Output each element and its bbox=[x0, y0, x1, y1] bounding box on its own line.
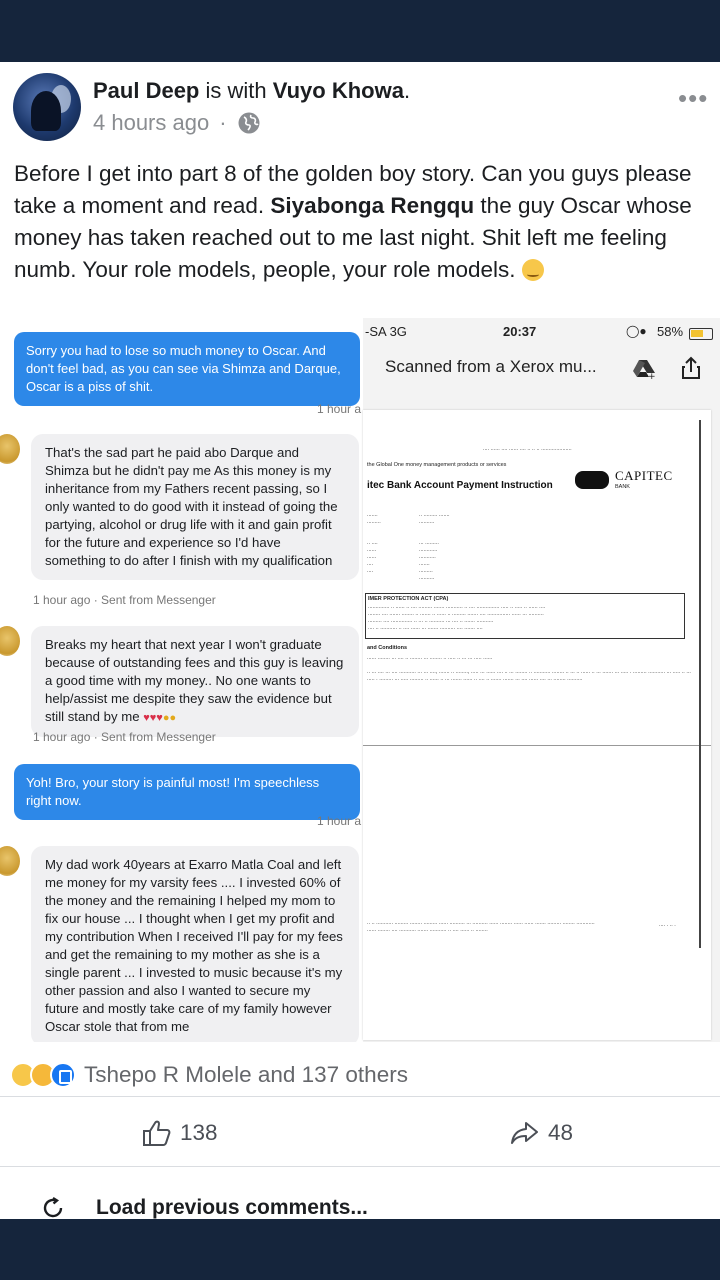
tagged-name[interactable]: Vuyo Khowa bbox=[272, 78, 404, 103]
cpa-box bbox=[365, 593, 685, 639]
svg-text:+: + bbox=[648, 372, 656, 380]
globe-icon bbox=[237, 111, 261, 135]
capitec-logo bbox=[575, 468, 673, 491]
cpa-body: .............. .. ...... .. .... ......... ....... ........... .. .... ............... ..... .. ..... .. ...... .... ........ .... ....... ........ .. ....... .. ...... .. ......... ....... .... ............... ...... ... .......... ......... .... .............. .. ... .. .......... ... .... .. ....... ........... .... .. ........... .. .... ...... ... ....... .......... .... ....... .... bbox=[368, 604, 546, 631]
share-button[interactable] bbox=[510, 1115, 573, 1151]
refresh-icon bbox=[40, 1195, 66, 1221]
doc-title: itec Bank Account Payment Instruction bbox=[367, 480, 553, 491]
doc-footer-text: .. .. ........... ......... ........ ......... ...... .......... ... .......... ...... ........ ...... ...... ....... ......... ........ ............ ...... ........ .... ........... ....... ........... .. .... ...... .. ........ bbox=[367, 920, 595, 933]
with-text: is with bbox=[205, 78, 267, 103]
doc-header-text: .... ...... .... ...... .... .. .. .. .................... bbox=[483, 446, 572, 452]
drive-add-icon[interactable] bbox=[631, 358, 657, 380]
phone-battery: 58% bbox=[657, 324, 684, 339]
phone-status-bar bbox=[363, 322, 720, 344]
doc-field-values-2: ... ......... ............ ........... ....... ......... .......... bbox=[419, 540, 439, 581]
separator-dot: · bbox=[219, 110, 227, 135]
scanned-document-page bbox=[363, 410, 711, 1040]
message-out: Yoh! Bro, your story is painful most! I'm speechless right now. bbox=[14, 764, 360, 820]
author-name[interactable]: Paul Deep bbox=[93, 78, 200, 103]
document-title: Scanned from a Xerox mu... bbox=[385, 357, 597, 376]
message-meta: 1 hour a bbox=[317, 402, 362, 416]
load-comments-label: Load previous comments... bbox=[96, 1196, 368, 1219]
cpa-title: IMER PROTECTION ACT (CPA) bbox=[368, 596, 449, 602]
like-reaction-icon bbox=[50, 1062, 76, 1088]
post-author-line: Paul Deep is with Vuyo Khowa. bbox=[93, 78, 411, 103]
like-count: 138 bbox=[180, 1120, 218, 1145]
message-meta: 1 hour ago · Sent from Messenger bbox=[33, 730, 216, 744]
doc-edge bbox=[699, 420, 701, 948]
message-meta: 1 hour a bbox=[317, 814, 362, 828]
author-avatar[interactable] bbox=[13, 73, 81, 141]
doc-field-block-2: .. .... ...... ...... .... .... bbox=[367, 540, 378, 574]
capitec-word: CAPITEC bbox=[615, 468, 673, 483]
message-in bbox=[31, 626, 359, 737]
reactions-summary[interactable] bbox=[10, 1058, 408, 1092]
post-text bbox=[14, 158, 714, 286]
battery-icon bbox=[689, 328, 713, 340]
alarm-icon: ◯● bbox=[626, 324, 647, 338]
phone-carrier: -SA 3G bbox=[365, 324, 407, 339]
post-text-part1: Before I get into part 8 of the golden boy story. Can you guys please take a moment and read. bbox=[14, 161, 692, 218]
share-icon[interactable] bbox=[681, 356, 701, 380]
post-time[interactable]: 4 hours ago bbox=[93, 110, 210, 135]
post-text-part2: the guy Oscar whose money has taken reached out to me last night. Shit left me feeling numb. Your role models, people, your role models. bbox=[14, 193, 692, 282]
message-out: Sorry you had to lose so much money to Oscar. And don't feel bad, as you can see via Shimza and Darque, Oscar is a piss of shit. bbox=[14, 332, 360, 406]
conditions-body: ...... ........ ... .... .. ........ ... ........ .. ..... .. ... ... ..... ...... .. ... .... ... .... ........... ... ... ...., ....... .. ........, ..... ... ...... .... .. ... ........ .. ........... ........ .. ... .. ...... .. ... ....... ... ..... . ......... ........... ... ..... .. ... ..... . ......... ... ..... ......... .. ...... .. ... ....... ...... .. .... .. ....... ....... ... .... ...... .... ... ........ .......... bbox=[367, 655, 691, 682]
doc-header-line: the Global One money management products or services bbox=[367, 462, 507, 468]
doc-page-number: .... . .. . bbox=[659, 922, 676, 928]
sender-avatar bbox=[0, 626, 20, 656]
doc-field-block: ....... ......... bbox=[367, 512, 381, 525]
divider bbox=[0, 1096, 720, 1097]
reactions-text: Tshepo R Molele and 137 others bbox=[84, 1062, 408, 1087]
post-time-line bbox=[93, 110, 261, 136]
thumbs-up-icon bbox=[142, 1119, 172, 1147]
doc-divider bbox=[363, 745, 711, 746]
mention-link[interactable]: Siyabonga Rengqu bbox=[270, 193, 475, 218]
doc-field-values: .. ......... ....... .......... bbox=[419, 512, 450, 525]
status-bar bbox=[0, 0, 720, 62]
post-image[interactable] bbox=[0, 318, 720, 1042]
message-in: That's the sad part he paid abo Darque and Shimza but he didn't pay me As this money is my inheritance from my Fathers recent passing, so I only wanted to do good with it instead of going the partying, alcohol or drug life with it and gain profit for the future and experience so I'd have something to do after I finish with my qualification bbox=[31, 434, 359, 580]
message-in-text: Breaks my heart that next year I won't graduate because of outstanding fees and this guy is leaving a good time with my money.. No one wants to help/assist me despite they saw the evidence but still stand by me bbox=[45, 637, 344, 724]
share-arrow-icon bbox=[510, 1120, 540, 1146]
share-count: 48 bbox=[548, 1120, 574, 1145]
pensive-emoji-icon bbox=[522, 259, 544, 281]
sender-avatar bbox=[0, 434, 20, 464]
like-button[interactable] bbox=[142, 1115, 218, 1151]
capitec-logo-icon bbox=[575, 471, 609, 489]
document-screenshot bbox=[363, 318, 720, 1042]
divider bbox=[0, 1166, 720, 1167]
crying-emojis-icon: ●● bbox=[162, 712, 177, 724]
more-options-icon[interactable]: ••• bbox=[678, 83, 709, 113]
broken-heart-emojis-icon: ♥♥♥ bbox=[143, 712, 163, 724]
sender-avatar bbox=[0, 846, 20, 876]
phone-clock: 20:37 bbox=[503, 324, 537, 339]
conditions-title: and Conditions bbox=[367, 645, 408, 651]
message-in: My dad work 40years at Exarro Matla Coal and left me money for my varsity fees .... I invested 60% of the money and the remaining I helped my mom to fix our house ... I thought when I get my profit and my contribution When I received I'll pay for my fees and get the remaining to my mother as she is a single parent ... I invested to music because it's my other passion and also I wanted to secure my future and mostly take care of my family however Oscar stole that from me bbox=[31, 846, 359, 1042]
capitec-sub: BANK bbox=[615, 484, 630, 490]
messenger-screenshot bbox=[0, 318, 363, 1042]
message-meta: 1 hour ago · Sent from Messenger bbox=[33, 593, 216, 607]
navigation-bar bbox=[0, 1219, 720, 1280]
